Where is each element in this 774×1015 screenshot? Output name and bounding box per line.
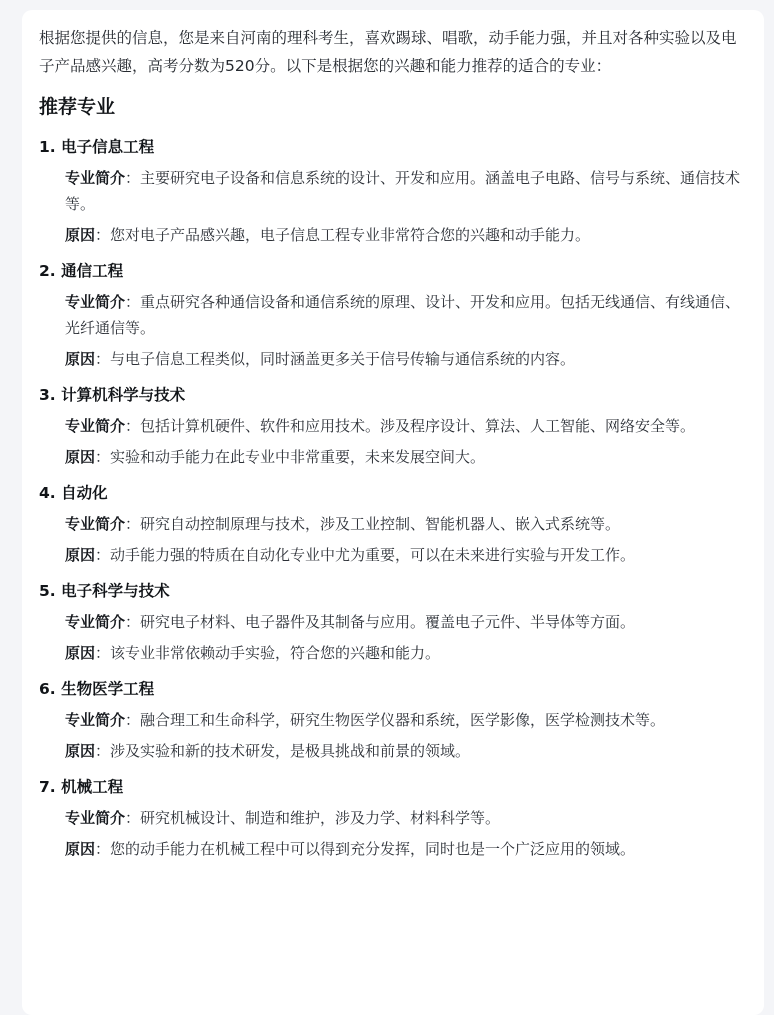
reason-label: 原因 — [65, 448, 96, 466]
major-item — [39, 676, 748, 764]
reason-label: 原因 — [65, 350, 96, 368]
reason-text: 涉及实验和新的技术研发，是极具挑战和前景的领域。 — [110, 742, 471, 760]
reason-label: 原因 — [65, 840, 96, 858]
major-title: 2. 通信工程 — [39, 262, 124, 280]
major-list — [39, 134, 748, 862]
reason-label: 原因 — [65, 644, 96, 662]
major-reason — [65, 640, 748, 666]
colon: ： — [95, 546, 111, 564]
chat-response-card — [22, 10, 764, 1015]
reason-text: 动手能力强的特质在自动化专业中尤为重要，可以在未来进行实验与开发工作。 — [110, 546, 636, 564]
summary-text: 研究电子材料、电子器件及其制备与应用。覆盖电子元件、半导体等方面。 — [140, 613, 636, 631]
summary-label: 专业简介 — [65, 711, 126, 729]
reason-label: 原因 — [65, 742, 96, 760]
colon: ： — [95, 840, 111, 858]
major-reason — [65, 836, 748, 862]
major-summary — [65, 707, 748, 733]
major-title: 1. 电子信息工程 — [39, 138, 155, 156]
summary-text: 包括计算机硬件、软件和应用技术。涉及程序设计、算法、人工智能、网络安全等。 — [140, 417, 696, 435]
reason-text: 您对电子产品感兴趣，电子信息工程专业非常符合您的兴趣和动手能力。 — [110, 226, 591, 244]
major-summary — [65, 511, 748, 537]
reason-text: 实验和动手能力在此专业中非常重要，未来发展空间大。 — [110, 448, 486, 466]
major-item — [39, 382, 748, 470]
major-summary — [65, 289, 748, 341]
intro-paragraph: 根据您提供的信息，您是来自河南的理科考生，喜欢踢球、唱歌，动手能力强，并且对各种实验以及电子产品感兴趣，高考分数为520分。以下是根据您的兴趣和能力推荐的适合的专业： — [39, 29, 737, 75]
major-reason — [65, 542, 748, 568]
major-reason — [65, 346, 748, 372]
major-item — [39, 774, 748, 862]
major-title: 3. 计算机科学与技术 — [39, 386, 186, 404]
summary-text: 融合理工和生命科学，研究生物医学仪器和系统，医学影像，医学检测技术等。 — [140, 711, 666, 729]
major-item — [39, 134, 748, 248]
summary-text: 研究自动控制原理与技术，涉及工业控制、智能机器人、嵌入式系统等。 — [140, 515, 621, 533]
reason-text: 您的动手能力在机械工程中可以得到充分发挥，同时也是一个广泛应用的领域。 — [110, 840, 636, 858]
summary-text: 重点研究各种通信设备和通信系统的原理、设计、开发和应用。包括无线通信、有线通信、光纤通信等。 — [65, 293, 741, 337]
colon: ： — [125, 711, 141, 729]
colon: ： — [125, 809, 141, 827]
major-reason — [65, 444, 748, 470]
major-summary — [65, 165, 748, 217]
colon: ： — [125, 417, 141, 435]
summary-label: 专业简介 — [65, 515, 126, 533]
summary-text: 主要研究电子设备和信息系统的设计、开发和应用。涵盖电子电路、信号与系统、通信技术等。 — [65, 169, 741, 213]
reason-label: 原因 — [65, 546, 96, 564]
summary-label: 专业简介 — [65, 417, 126, 435]
colon: ： — [125, 293, 141, 311]
colon: ： — [95, 644, 111, 662]
major-item — [39, 480, 748, 568]
colon: ： — [125, 613, 141, 631]
colon: ： — [125, 169, 141, 187]
colon: ： — [95, 742, 111, 760]
colon: ： — [95, 226, 111, 244]
major-item — [39, 578, 748, 666]
major-summary — [65, 413, 748, 439]
colon: ： — [125, 515, 141, 533]
major-title: 7. 机械工程 — [39, 778, 124, 796]
reason-text: 与电子信息工程类似，同时涵盖更多关于信号传输与通信系统的内容。 — [110, 350, 576, 368]
major-item — [39, 258, 748, 372]
major-summary — [65, 609, 748, 635]
colon: ： — [95, 448, 111, 466]
section-heading: 推荐专业 — [39, 96, 116, 118]
colon: ： — [95, 350, 111, 368]
summary-text: 研究机械设计、制造和维护，涉及力学、材料科学等。 — [140, 809, 501, 827]
reason-label: 原因 — [65, 226, 96, 244]
major-title: 5. 电子科学与技术 — [39, 582, 170, 600]
major-reason — [65, 738, 748, 764]
summary-label: 专业简介 — [65, 169, 126, 187]
major-title: 6. 生物医学工程 — [39, 680, 155, 698]
summary-label: 专业简介 — [65, 809, 126, 827]
summary-label: 专业简介 — [65, 613, 126, 631]
reason-text: 该专业非常依赖动手实验，符合您的兴趣和能力。 — [110, 644, 441, 662]
major-summary — [65, 805, 748, 831]
major-reason — [65, 222, 748, 248]
summary-label: 专业简介 — [65, 293, 126, 311]
major-title: 4. 自动化 — [39, 484, 108, 502]
